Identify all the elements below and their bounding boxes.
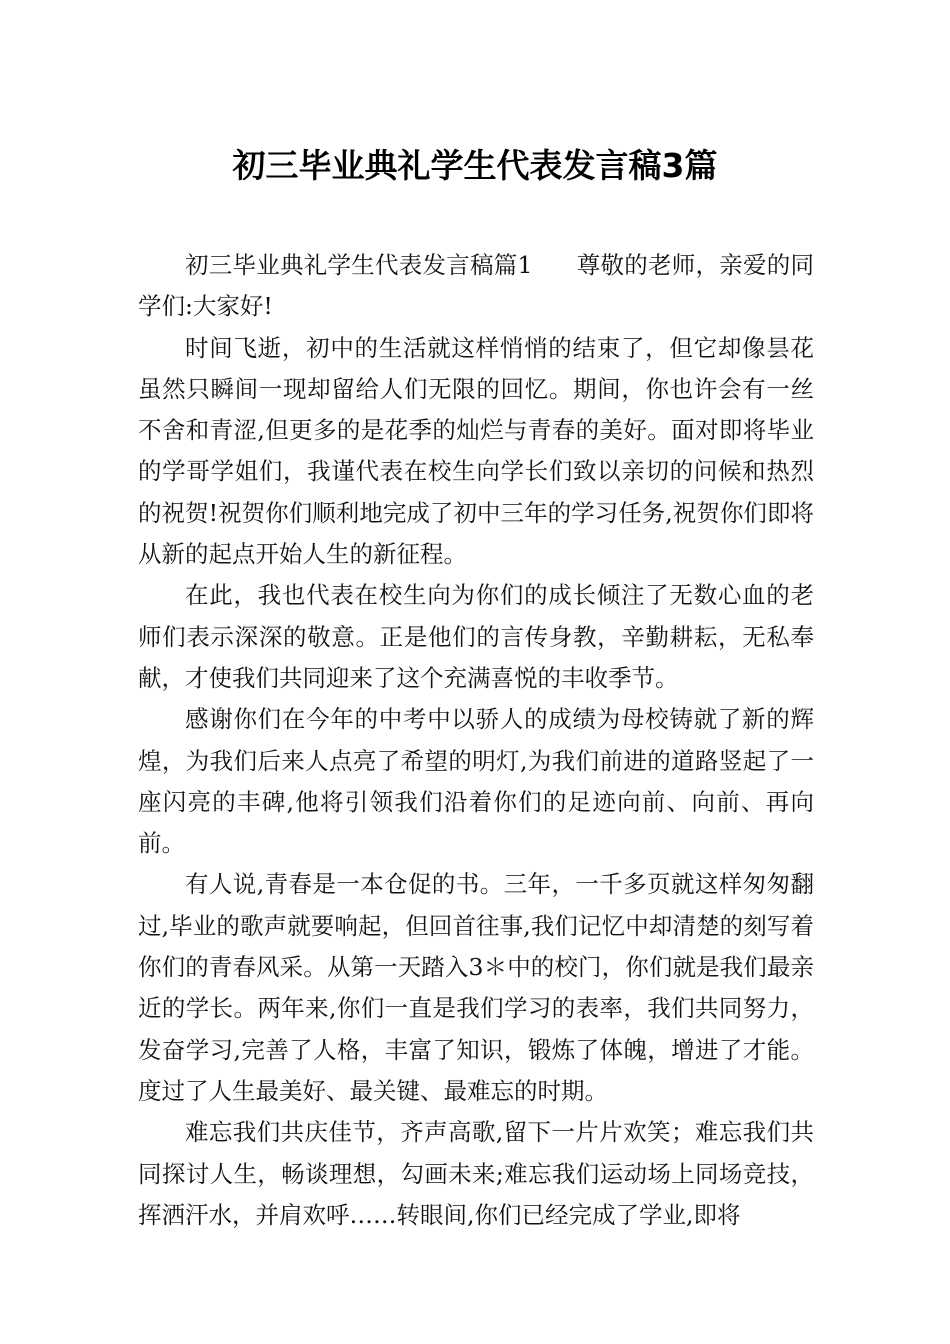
body-paragraph: 时间飞逝，初中的生活就这样悄悄的结束了，但它却像昙花虽然只瞬间一现却留给人们无限的回忆。期间，你也许会有一丝不舍和青涩,但更多的是花季的灿烂与青春的美好。面对即将毕业的学哥学姐们，我谨代表在校生向学长们致以亲切的问候和热烈的祝贺!祝贺你们顺利地完成了初中三年的学习任务,祝贺你们即将从新的起点开始人生的新征程。 [138, 333, 814, 569]
greeting-text: 尊敬的老师，亲爱的同学们:大家好! [138, 251, 815, 321]
document-title: 初三毕业典礼学生代表发言稿3篇 [232, 146, 718, 185]
body-paragraph: 感谢你们在今年的中考中以骄人的成绩为母校铸就了新的辉煌，为我们后来人点亮了希望的明灯,为我们前进的道路竖起了一座闪亮的丰碑,他将引领我们沿着你们的足迹向前、向前、再向前。 [138, 705, 814, 858]
document-body [138, 245, 814, 1236]
opening-paragraph [138, 245, 814, 328]
body-paragraph: 在此，我也代表在校生向为你们的成长倾注了无数心血的老师们表示深深的敬意。正是他们的言传身教，辛勤耕耘，无私奉献，才使我们共同迎来了这个充满喜悦的丰收季节。 [138, 581, 814, 692]
section-heading-label: 初三毕业典礼学生代表发言稿篇1 [185, 251, 533, 279]
body-paragraph: 有人说,青春是一本仓促的书。三年，一千多页就这样匆匆翻过,毕业的歌声就要响起，但回首往事,我们记忆中却清楚的刻写着你们的青春风采。从第一天踏入3＊中的校门，你们就是我们最亲近的学长。两年来,你们一直是我们学习的表率，我们共同努力，发奋学习,完善了人格，丰富了知识，锻炼了体魄，增进了才能。度过了人生最美好、最关键、最难忘的时期。 [138, 870, 814, 1105]
body-paragraph: 难忘我们共庆佳节，齐声高歌,留下一片片欢笑；难忘我们共同探讨人生，畅谈理想，勾画未来;难忘我们运动场上同场竞技，挥洒汗水，并肩欢呼……转眼间,你们已经完成了学业,即将 [138, 1118, 814, 1229]
